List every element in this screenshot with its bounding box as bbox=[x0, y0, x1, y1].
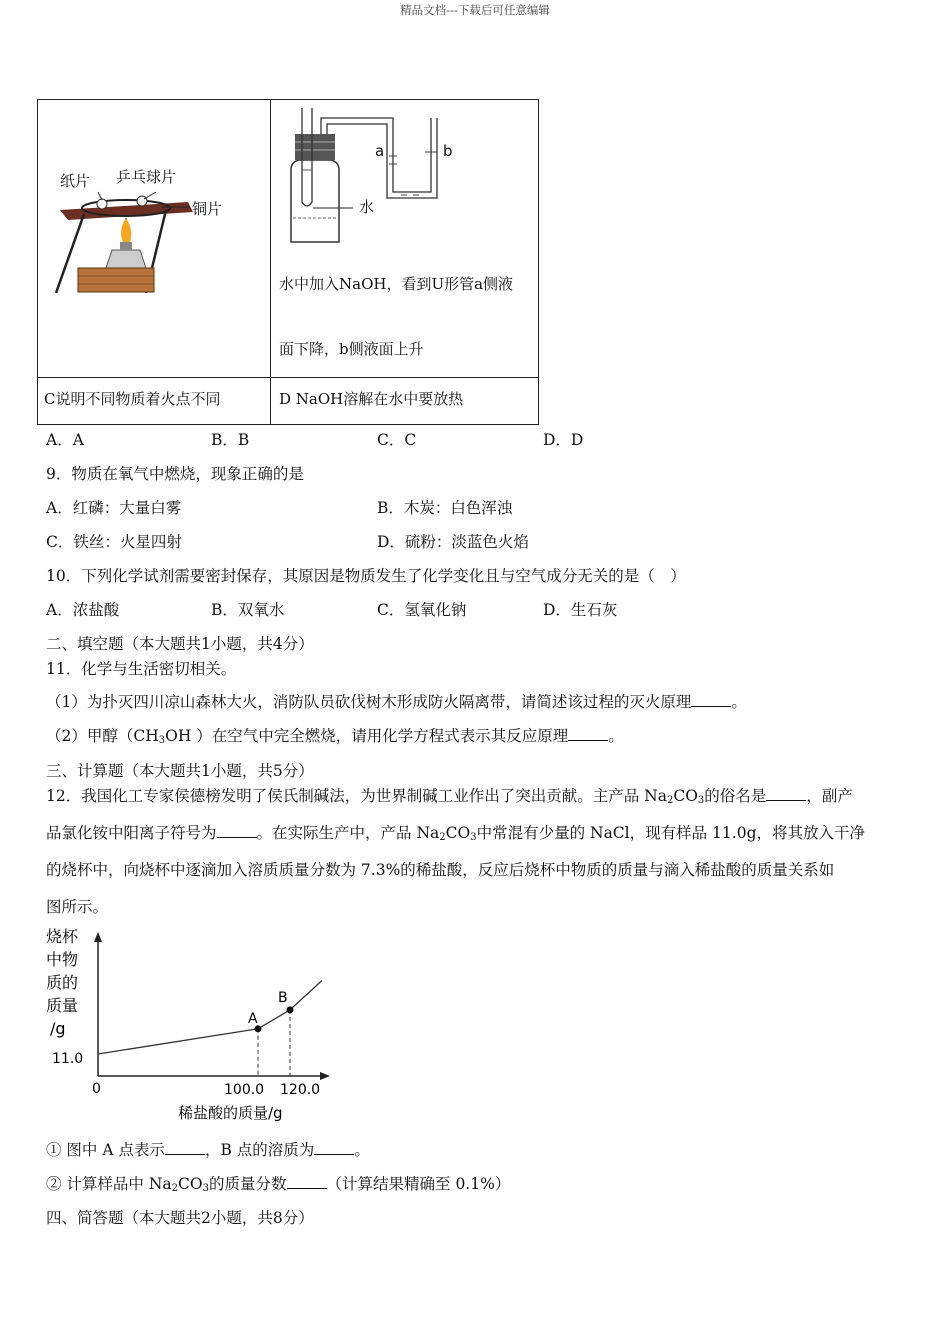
y-axis-label-line: 质的 bbox=[46, 973, 79, 992]
x-tick-120: 120.0 bbox=[280, 1082, 321, 1098]
experiment-table bbox=[37, 99, 539, 425]
q10-option-a: A．浓盐酸 bbox=[46, 601, 120, 619]
q8-option-c: C．C bbox=[377, 431, 417, 449]
y-axis-label-line: 质量 bbox=[46, 996, 79, 1015]
q8-option-d: D．D bbox=[543, 431, 584, 449]
q12-s1a: ① 图中 A 点表示 bbox=[46, 1141, 165, 1159]
q12-s2-sub3: 3 bbox=[202, 1183, 209, 1194]
stopper bbox=[295, 134, 335, 160]
q10-option-b: B．双氧水 bbox=[211, 601, 285, 619]
q9-option-b: B．木炭：白色浑浊 bbox=[377, 499, 513, 517]
d-caption: D NaOH溶解在水中要放热 bbox=[279, 390, 464, 408]
flask bbox=[291, 160, 339, 242]
q11-sub2 bbox=[46, 724, 624, 746]
q12-sub3: 3 bbox=[697, 795, 705, 806]
point-a-label: A bbox=[248, 1010, 258, 1027]
q9-option-c: C．铁丝：火星四射 bbox=[46, 533, 182, 551]
y-start-label: 11.0 bbox=[52, 1051, 84, 1067]
q12-line-3: 的烧杯中，向烧杯中逐滴加入溶质质量分数为 7.3%的稀盐酸，反应后烧杯中物质的质量与滴入稀盐酸的质量关系如 bbox=[46, 861, 835, 879]
cell-c-caption bbox=[38, 378, 271, 425]
q12-co: CO bbox=[673, 787, 698, 805]
answer-blank bbox=[766, 788, 806, 801]
section-2-heading: 二、填空题（本大题共1小题，共4分） bbox=[46, 635, 314, 653]
answer-blank bbox=[568, 728, 608, 741]
q12-l2b: 。在实际生产中，产品 Na bbox=[256, 824, 440, 842]
q12-l1c: ，副产 bbox=[806, 787, 853, 805]
q12-s1b: ，B 点的溶质为 bbox=[204, 1141, 315, 1159]
cell-d-figure bbox=[271, 100, 539, 378]
q12-sub2: 2 bbox=[666, 795, 674, 806]
section-4-heading: 四、简答题（本大题共2小题，共8分） bbox=[46, 1209, 314, 1227]
q9-stem: 9．物质在氧气中燃烧，现象正确的是 bbox=[46, 465, 304, 483]
q12-l2c: 中常混有少量的 NaCl，现有样品 11.0g，将其放入干净 bbox=[476, 824, 865, 842]
y-axis-arrow bbox=[94, 932, 102, 942]
q11-sub1-text: （1）为扑灭四川凉山森林大火，消防队员砍伐树木形成防火隔离带，请简述该过程的灭火原理 bbox=[46, 693, 692, 711]
label-paper: 纸片 bbox=[60, 172, 91, 190]
answer-blank bbox=[691, 694, 731, 707]
q12-l2a: 品氯化铵中阳离子符号为 bbox=[46, 824, 217, 842]
chart-ylabel bbox=[46, 927, 79, 1038]
q11-stem: 11．化学与生活密切相关。 bbox=[46, 660, 237, 678]
q12-l1b: 的俗名是 bbox=[704, 787, 767, 805]
cell-d-caption bbox=[271, 378, 539, 425]
answer-blank bbox=[165, 1142, 205, 1155]
q12-line-2 bbox=[46, 821, 865, 843]
origin-label: 0 bbox=[92, 1081, 101, 1097]
q10-stem: 10．下列化学试剂需要密封保存，其原因是物质发生了化学变化且与空气成分无关的是（ ） bbox=[46, 567, 686, 585]
q10-option-c: C．氢氧化钠 bbox=[377, 601, 467, 619]
q12-l2-sub2: 2 bbox=[439, 832, 446, 843]
c-caption: C说明不同物质着火点不同 bbox=[44, 390, 221, 408]
q12-s2-sub2: 2 bbox=[171, 1183, 179, 1194]
q11-sub2-b: OH ）在空气中完全燃烧，请用化学方程式表示其反应原理 bbox=[165, 727, 569, 745]
q11-sub2-a: （2）甲醇（CH bbox=[46, 727, 159, 745]
q12-sub2 bbox=[46, 1172, 510, 1194]
label-a: a bbox=[375, 142, 385, 160]
q9-option-d: D．硫粉：淡蓝色火焰 bbox=[377, 533, 529, 551]
q12-line-1 bbox=[46, 784, 853, 806]
y-axis-label-line: 烧杯 bbox=[46, 927, 79, 946]
label-b: b bbox=[443, 142, 453, 160]
q12-s2b: 的质量分数 bbox=[209, 1175, 287, 1193]
cell-c-figure bbox=[38, 100, 271, 378]
d-description-2: 面下降，b侧液面上升 bbox=[279, 340, 424, 358]
answer-blank bbox=[217, 825, 257, 838]
q12-s2-co: CO bbox=[178, 1175, 203, 1193]
q8-option-a: A．A bbox=[46, 431, 84, 449]
label-pingpong: 乒乓球片 bbox=[116, 168, 177, 186]
y-axis-label-line: /g bbox=[50, 1019, 66, 1038]
mass-chart bbox=[40, 922, 330, 1130]
q12-sub1 bbox=[46, 1138, 370, 1160]
q11-sub1-end: 。 bbox=[731, 693, 747, 711]
y-axis-label-line: 中物 bbox=[46, 950, 79, 969]
point-b-label: B bbox=[278, 989, 288, 1006]
q9-option-a: A．红磷：大量白雾 bbox=[46, 499, 182, 517]
q12-s2c: （计算结果精确至 0.1%） bbox=[326, 1175, 511, 1193]
x-axis-label: 稀盐酸的质量/g bbox=[178, 1104, 283, 1122]
label-copper: 铜片 bbox=[192, 200, 223, 218]
q11-sub1 bbox=[46, 690, 747, 712]
section-3-heading: 三、计算题（本大题共1小题，共5分） bbox=[46, 762, 314, 780]
point-b bbox=[287, 1006, 294, 1013]
d-description-1: 水中加入NaOH，看到U形管a侧液 bbox=[279, 275, 514, 293]
page-header: 精品文档---下载后可任意编辑 bbox=[400, 3, 550, 17]
q12-s1c: 。 bbox=[354, 1141, 370, 1159]
answer-blank bbox=[287, 1176, 327, 1189]
q12-s2a: ② 计算样品中 Na bbox=[46, 1175, 172, 1193]
u-tube-figure bbox=[271, 100, 538, 250]
x-tick-100: 100.0 bbox=[224, 1082, 265, 1098]
x-axis-arrow bbox=[320, 1072, 330, 1080]
q8-option-b: B．B bbox=[211, 431, 250, 449]
data-line bbox=[98, 981, 322, 1055]
copper-plate bbox=[60, 202, 193, 220]
q12-l2-co: CO bbox=[445, 824, 471, 842]
burner-figure bbox=[38, 100, 270, 377]
q10-option-d: D．生石灰 bbox=[543, 601, 618, 619]
q12-l2-sub3: 3 bbox=[470, 832, 477, 843]
q11-sub2-end: 。 bbox=[608, 727, 624, 745]
q12-line-4: 图所示。 bbox=[46, 898, 109, 916]
label-water: 水 bbox=[359, 198, 375, 216]
q11-sub2-subscript: 3 bbox=[158, 735, 166, 746]
answer-blank bbox=[314, 1142, 354, 1155]
q12-l1a: 12．我国化工专家侯德榜发明了侯氏制碱法，为世界制碱工业作出了突出贡献。主产品 Na bbox=[46, 787, 667, 805]
